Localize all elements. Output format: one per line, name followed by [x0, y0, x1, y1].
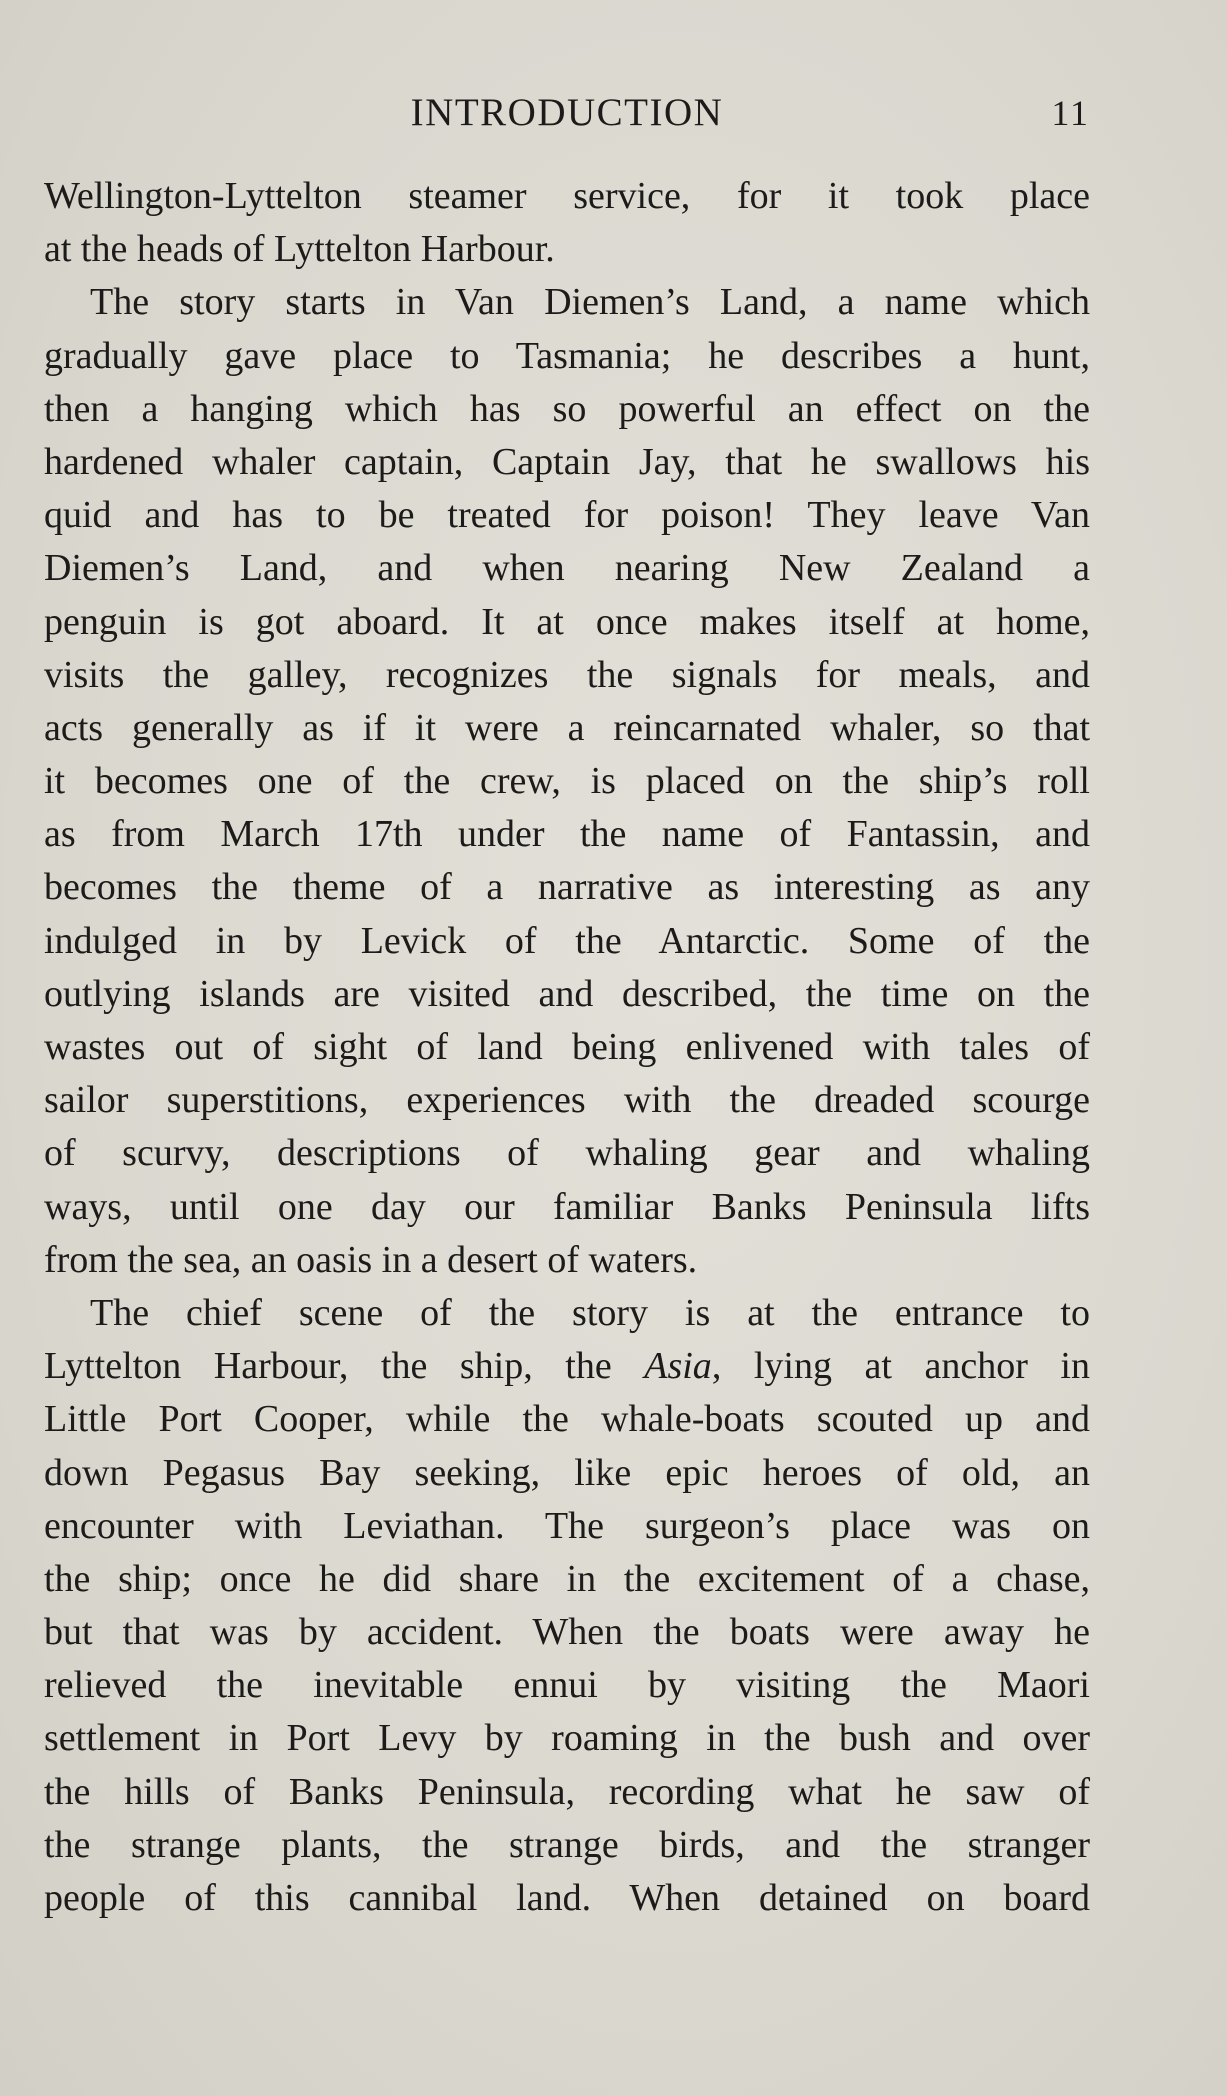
text-line: acts generally as if it were a reincarnated whaler, so that [44, 706, 1090, 749]
text-line: Wellington-Lyttelton steamer service, for it took place [44, 175, 1090, 217]
text-segment: , lying at anchor in [711, 1345, 1090, 1388]
text-line: hardened whaler captain, Captain Jay, that he swallows his [44, 440, 1090, 483]
text-line: ways, until one day our familiar Banks Peninsula lifts [44, 1185, 1090, 1228]
text-line: settlement in Port Levy by roaming in the bush and over [44, 1717, 1090, 1760]
text-line: as from March 17th under the name of Fantassin, and [44, 813, 1090, 856]
text-line: then a hanging which has so powerful an effect on the [44, 387, 1090, 430]
text-line: visits the galley, recognizes the signals for meals, and [44, 653, 1090, 696]
text-line: Little Port Cooper, while the whale-boats scouted up and [44, 1398, 1090, 1441]
text-line: the hills of Banks Peninsula, recording what he saw of [44, 1770, 1090, 1813]
text-line: at the heads of Lyttelton Harbour. [44, 228, 555, 271]
text-line: encounter with Leviathan. The surgeon’s place was on [44, 1504, 1090, 1547]
text-line: The story starts in Van Diemen’s Land, a name which [90, 281, 1090, 324]
text-line: The chief scene of the story is at the entrance to [90, 1291, 1090, 1334]
text-segment: Lyttelton Harbour, the ship, the [44, 1345, 645, 1388]
page-header [44, 88, 1090, 138]
text-line: from the sea, an oasis in a desert of waters. [44, 1238, 698, 1281]
text-line: the ship; once he did share in the excitement of a chase, [44, 1557, 1090, 1600]
text-line: the strange plants, the strange birds, and the stranger [44, 1823, 1090, 1866]
text-line: Diemen’s Land, and when nearing New Zealand a [44, 547, 1090, 590]
text-line: indulged in by Levick of the Antarctic. Some of the [44, 919, 1090, 962]
text-line: outlying islands are visited and described, the time on the [44, 972, 1090, 1015]
ship-name: Asia [644, 1345, 712, 1388]
text-line: it becomes one of the crew, is placed on the ship’s roll [44, 760, 1090, 803]
text-line: wastes out of sight of land being enlivened with tales of [44, 1026, 1090, 1068]
text-line: quid and has to be treated for poison! They leave Van [44, 494, 1090, 537]
text-line: of scurvy, descriptions of whaling gear and whaling [44, 1132, 1090, 1175]
body-text [44, 170, 1090, 1925]
text-line: penguin is got aboard. It at once makes itself at home, [44, 600, 1090, 643]
text-line: gradually gave place to Tasmania; he describes a hunt, [44, 334, 1090, 377]
text-line: sailor superstitions, experiences with the dreaded scourge [44, 1079, 1090, 1122]
text-line: people of this cannibal land. When detained on board [44, 1877, 1090, 1919]
running-head: INTRODUCTION [410, 91, 724, 134]
text-line: becomes the theme of a narrative as interesting as any [44, 866, 1090, 909]
text-line: but that was by accident. When the boats were away he [44, 1611, 1090, 1654]
text-line: down Pegasus Bay seeking, like epic heroes of old, an [44, 1451, 1090, 1494]
page-number: 11 [1051, 93, 1090, 133]
text-line: relieved the inevitable ennui by visiting the Maori [44, 1664, 1090, 1707]
text-line [44, 1340, 1090, 1393]
